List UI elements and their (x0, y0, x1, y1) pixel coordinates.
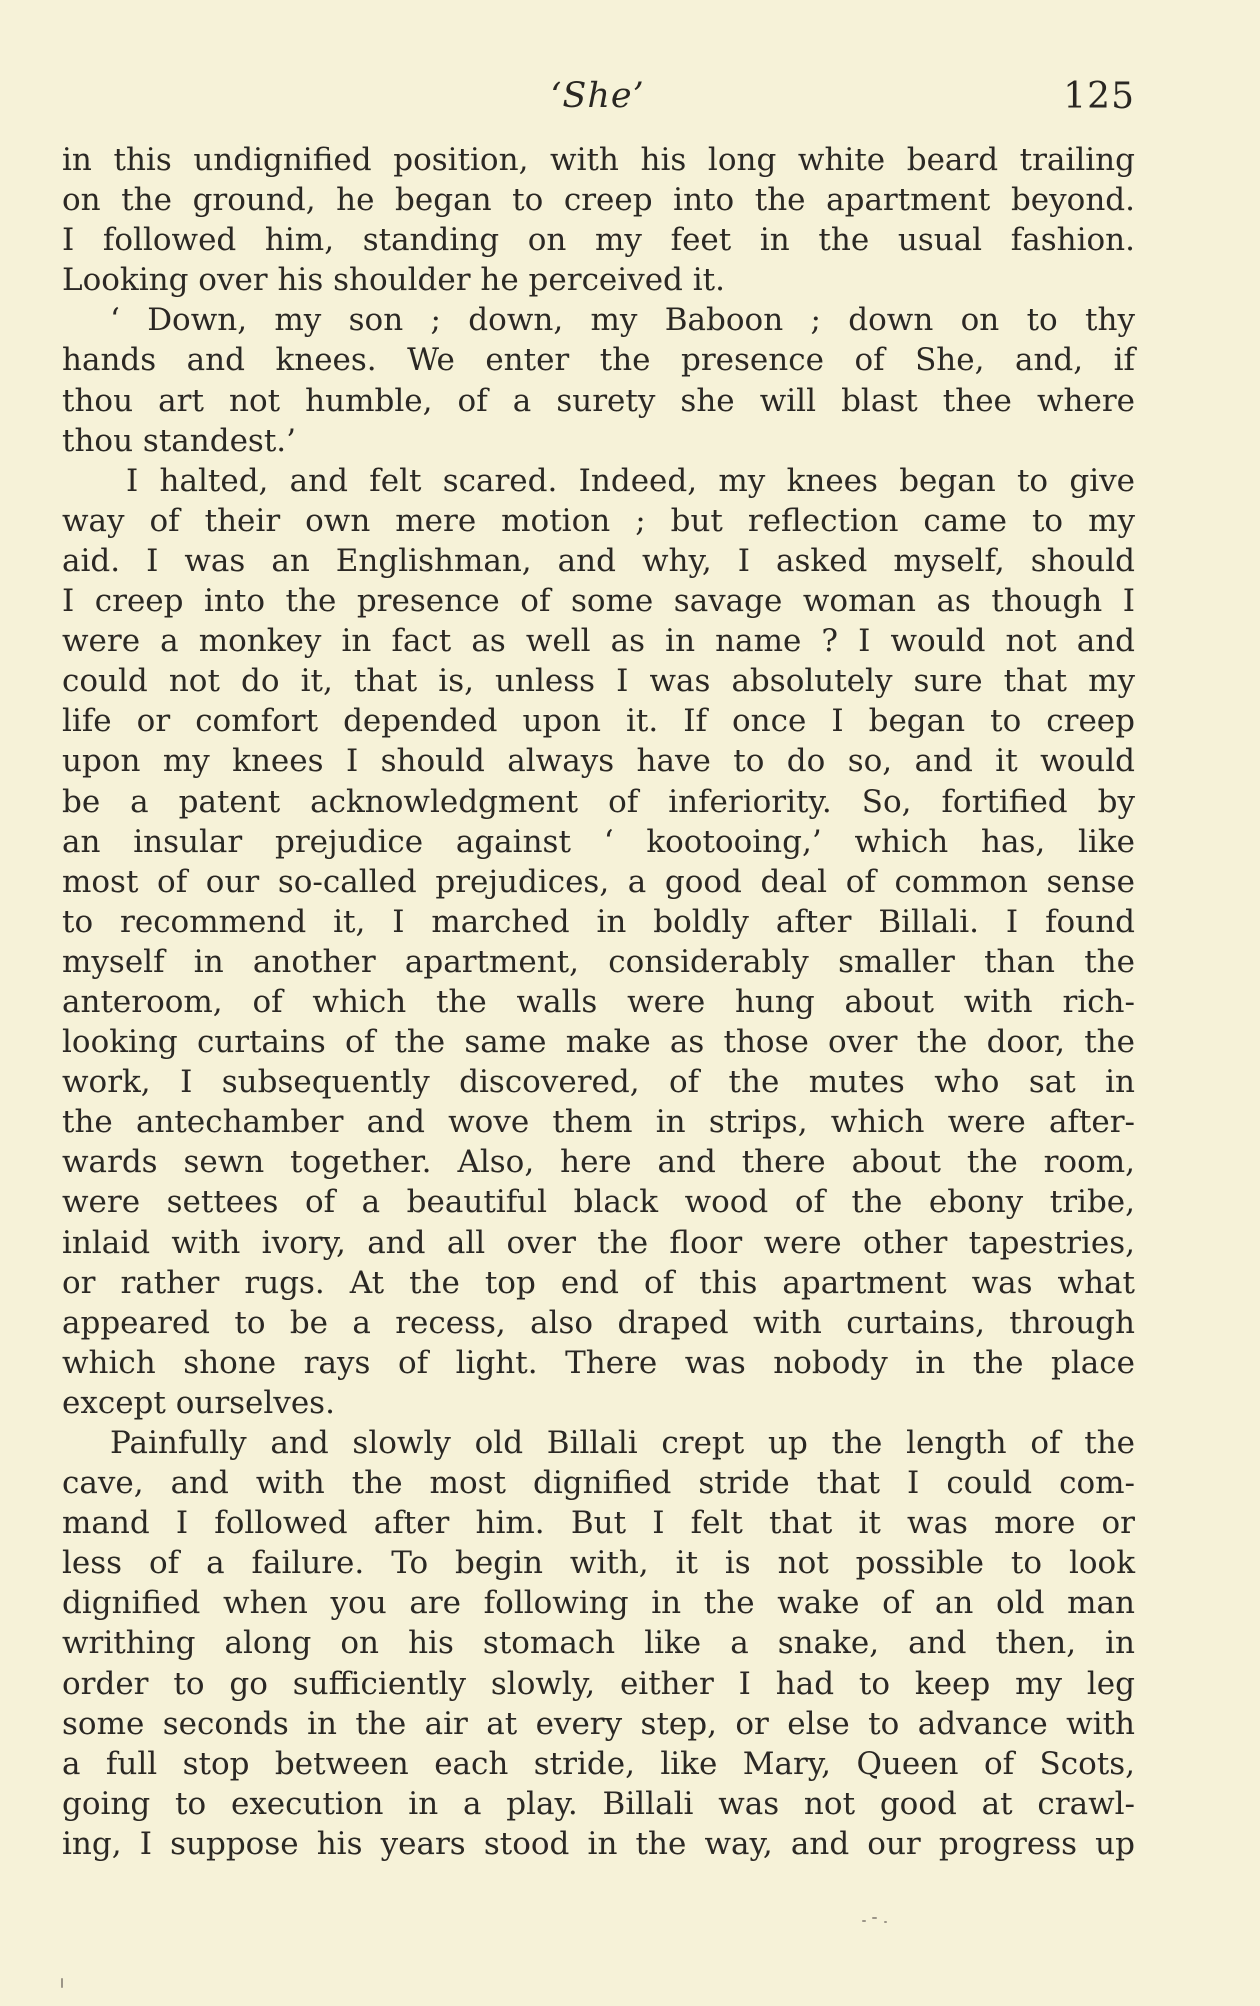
text-line: the antechamber and wove them in strips, which were after- (62, 1104, 1135, 1141)
text-line: except ourselves. (62, 1384, 335, 1421)
text-line: thou art not humble, of a surety she will blast thee where (62, 382, 1135, 419)
text-line: were settees of a beautiful black wood of the ebony tribe, (62, 1184, 1135, 1221)
page-header (60, 76, 1135, 126)
text-line: life or comfort depended upon it. If once I began to creep (62, 703, 1135, 740)
text-line: hands and knees. We enter the presence of She, and, if (62, 342, 1135, 379)
text-line: appeared to be a recess, also draped with curtains, through (62, 1304, 1135, 1341)
text-line: in this undignified position, with his long white beard trailing (62, 142, 1135, 178)
text-line: work, I subsequently discovered, of the mutes who sat in (62, 1064, 1135, 1101)
text-line: looking curtains of the same make as those over the door, the (62, 1024, 1135, 1061)
text-line: going to execution in a play. Billali was not good at crawl- (62, 1785, 1135, 1822)
text-line: I halted, and felt scared. Indeed, my knees began to give (126, 462, 1135, 499)
text-line: could not do it, that is, unless I was absolutely sure that my (62, 663, 1135, 700)
text-line: which shone rays of light. There was nobody in the place (62, 1344, 1135, 1381)
text-line: writhing along on his stomach like a snake, and then, in (62, 1625, 1135, 1662)
text-line: anteroom, of which the walls were hung about with rich- (62, 983, 1135, 1020)
text-line: were a monkey in fact as well as in name ? I would not and (62, 623, 1135, 660)
text-line: I creep into the presence of some savage woman as though I (62, 583, 1135, 620)
text-line: a full stop between each stride, like Mary, Queen of Scots, (62, 1745, 1135, 1782)
text-line: or rather rugs. At the top end of this apartment was what (62, 1264, 1135, 1301)
text-line: less of a failure. To begin with, it is not possible to look (62, 1545, 1135, 1582)
text-line: myself in another apartment, considerably smaller than the (62, 943, 1135, 980)
text-line: wards sewn together. Also, here and there about the room, (62, 1144, 1135, 1181)
text-line: inlaid with ivory, and all over the floor were other tapestries, (62, 1224, 1135, 1261)
scan-speck (884, 1921, 887, 1923)
scan-speck (872, 1917, 877, 1919)
text-line: ing, I suppose his years stood in the way, and our progress up (62, 1825, 1135, 1862)
text-line: order to go sufficiently slowly, either I had to keep my leg (62, 1665, 1135, 1702)
text-line: cave, and with the most dignified stride that I could com- (62, 1465, 1135, 1502)
body-text (62, 140, 1135, 1864)
text-line: be a patent acknowledgment of inferiority. So, fortified by (62, 783, 1135, 820)
text-line: to recommend it, I marched in boldly after Billali. I found (62, 903, 1135, 940)
text-line: thou standest.’ (62, 422, 296, 459)
text-line: Looking over his shoulder he perceived it. (62, 262, 725, 299)
scan-speck (862, 1920, 866, 1922)
text-line: Painfully and slowly old Billali crept up the length of the (110, 1425, 1135, 1461)
text-line: some seconds in the air at every step, or else to advance with (62, 1705, 1135, 1742)
scan-speck (61, 1978, 63, 1988)
text-line: upon my knees I should always have to do so, and it would (62, 743, 1135, 780)
text-line: ‘ Down, my son ; down, my Baboon ; down on to thy (110, 302, 1135, 339)
text-line: an insular prejudice against ‘ kootooing,’ which has, like (62, 823, 1135, 860)
text-line: way of their own mere motion ; but reflection came to my (62, 502, 1135, 539)
text-line: on the ground, he began to creep into the apartment beyond. (62, 182, 1135, 219)
text-line: most of our so-called prejudices, a good deal of common sense (62, 863, 1135, 900)
running-title: ‘She’ (550, 76, 645, 116)
text-line: aid. I was an Englishman, and why, I asked myself, should (62, 542, 1135, 579)
text-line: I followed him, standing on my feet in the usual fashion. (62, 222, 1135, 259)
text-line: dignified when you are following in the wake of an old man (62, 1585, 1135, 1622)
page-number: 125 (1063, 76, 1135, 117)
text-line: mand I followed after him. But I felt that it was more or (62, 1505, 1135, 1542)
